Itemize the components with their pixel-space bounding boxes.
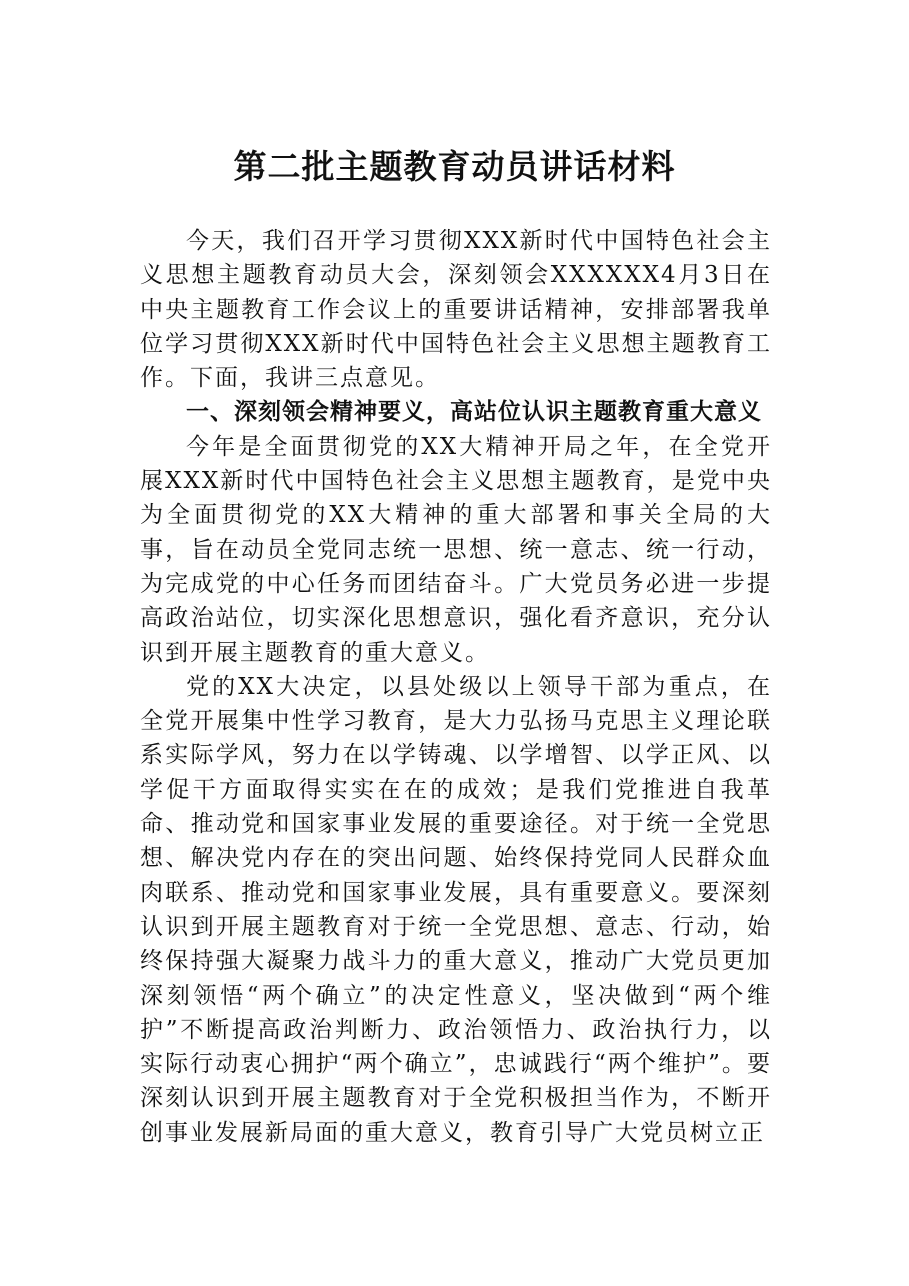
document-body [140,224,772,1150]
document-title: 第二批主题教育动员讲话材料 [233,147,676,186]
paragraph-significance: 今年是全面贯彻党的XX大精神开局之年，在全党开展XXX新时代中国特色社会主义思想主题教育，是党中央为全面贯彻党的XX大精神的重大部署和事关全局的大事，旨在动员全党同志统一思想、统一意志、统一行动，为完成党的中心任务而团结奋斗。广大党员务必进一步提高政治站位，切实深化思想意识，强化看齐意识，充分认识到开展主题教育的重大意义。 [140,433,772,666]
section-heading-1: 一、深刻领会精神要义，高站位认识主题教育重大意义 [186,399,762,426]
paragraph-decision: 党的XX大决定，以县处级以上领导干部为重点，在全党开展集中性学习教育，是大力弘扬马克思主义理论联系实际学风，努力在以学铸魂、以学增智、以学正风、以学促干方面取得实实在在的成效；是我们党推进自我革命、推动党和国家事业发展的重要途径。对于统一全党思想、解决党内存在的突出问题、始终保持党同人民群众血肉联系、推动党和国家事业发展，具有重要意义。要深刻认识到开展主题教育对于统一全党思想、意志、行动，始终保持强大凝聚力战斗力的重大意义，推动广大党员更加深刻领悟“两个确立”的决定性意义，坚决做到“两个维护”不断提高政治判断力、政治领悟力、政治执行力，以实际行动衷心拥护“两个确立”，忠诚践行“两个维护”。要深刻认识到开展主题教育对于全党积极担当作为，不断开创事业发展新局面的重大意义，教育引导广大党员树立正 [140,673,772,1146]
paragraph-intro: 今天，我们召开学习贯彻XXX新时代中国特色社会主义思想主题教育动员大会，深刻领会XXXXXX4月3日在中央主题教育工作会议上的重要讲话精神，安排部署我单位学习贯彻XXX新时代中国特色社会主义思想主题教育工作。下面，我讲三点意见。 [140,228,772,392]
